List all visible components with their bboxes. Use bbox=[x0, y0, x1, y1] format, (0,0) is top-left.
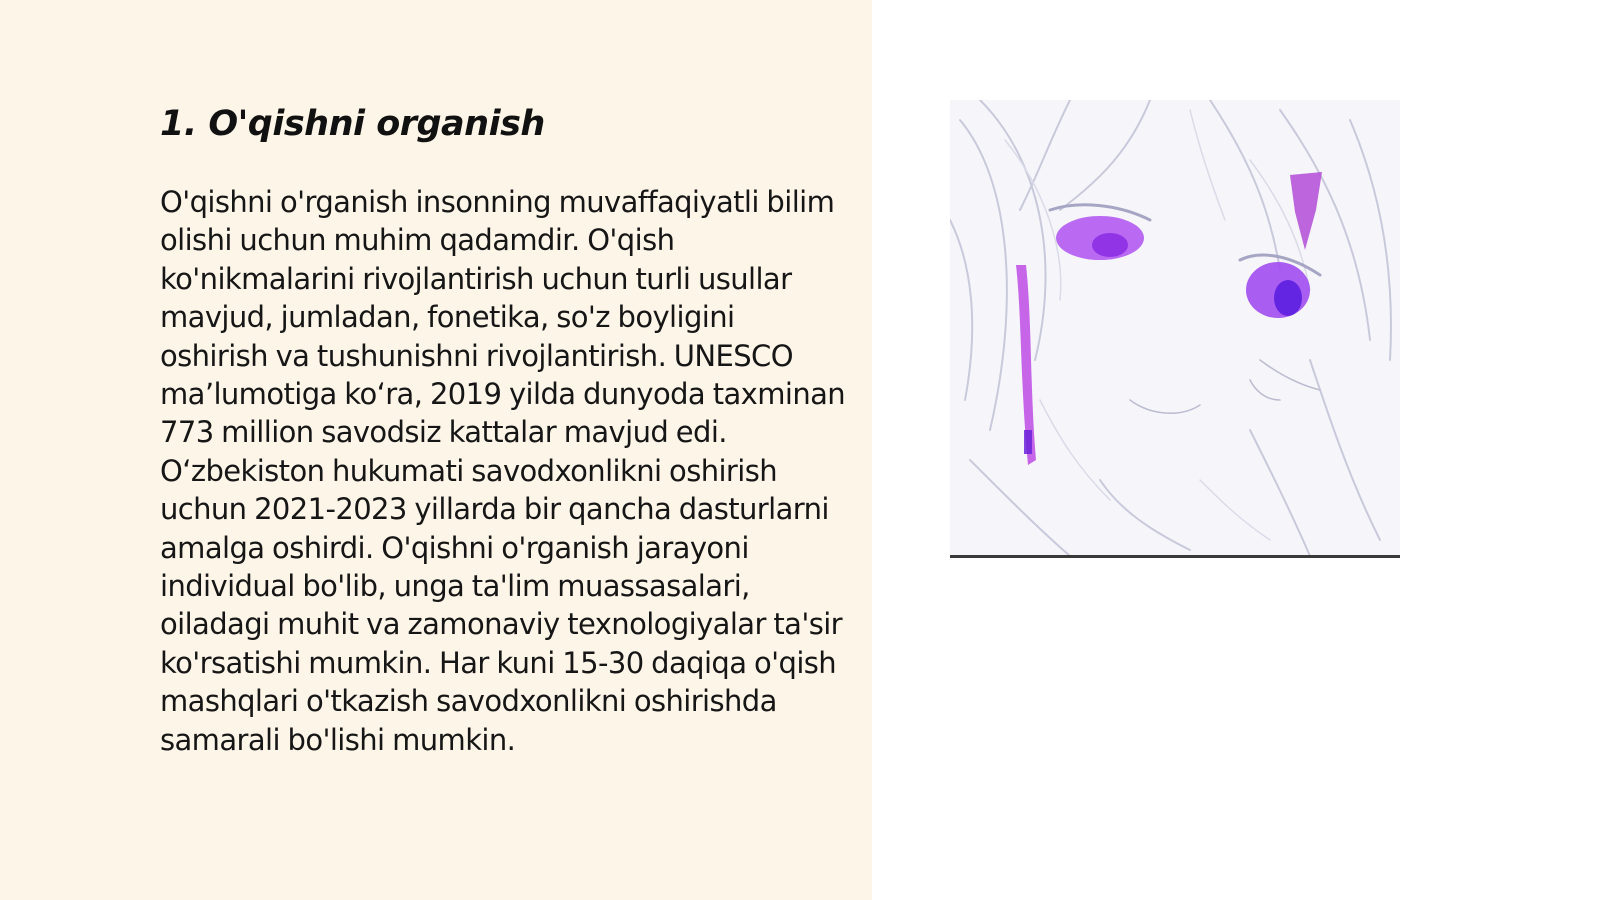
slide-paragraph: O'qishni o'rganish insonning muvaffaqiyatli bilim olishi uchun muhim qadamdir. O'qish ko'nikmalarini rivojlantirish uchun turli usullar mavjud, jumladan, fonetika, so'z boyligini oshirish va tushunishni rivojlantirish. UNESCO ma’lumotiga ko‘ra, 2019 yilda dunyoda taxminan 773 million savodsiz kattalar mavjud edi. O‘zbekiston hukumati savodxonlikni oshirish uchun 2021-2023 yillarda bir qancha dasturlarni amalga oshirdi. O'qishni o'rganish jarayoni individual bo'lib, unga ta'lim muassasalari, oiladagi muhit va zamonaviy texnologiyalar ta'sir ko'rsatishi mumkin. Har kuni 15-30 daqiqa o'qish mashqlari o'tkazish savodxonlikni oshirishda samarali bo'lishi mumkin. bbox=[160, 185, 846, 757]
image-underline bbox=[950, 555, 1400, 558]
anime-face-sketch-icon bbox=[950, 100, 1400, 556]
slide-title: 1. O'qishni organish bbox=[160, 104, 545, 144]
slide-illustration bbox=[950, 100, 1400, 556]
